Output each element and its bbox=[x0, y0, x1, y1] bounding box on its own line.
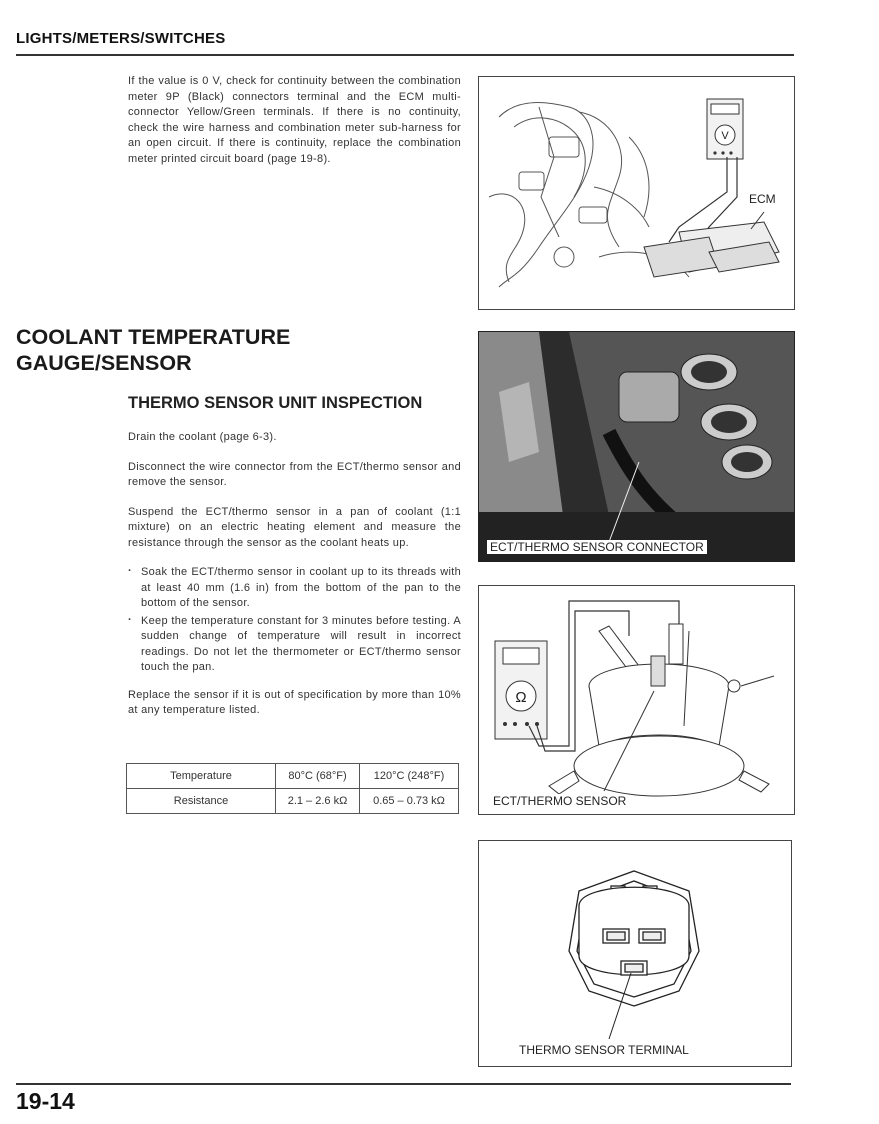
section-title: COOLANT TEMPERATURE GAUGE/SENSOR bbox=[16, 325, 291, 375]
page-header-title: LIGHTS/METERS/SWITCHES bbox=[16, 30, 226, 47]
voltmeter-icon bbox=[707, 99, 743, 159]
spec-table bbox=[126, 763, 459, 814]
table-row bbox=[127, 764, 459, 789]
terminal-figure bbox=[478, 840, 792, 1067]
table-cell: Temperature bbox=[127, 764, 276, 789]
table-row bbox=[127, 789, 459, 814]
header-divider bbox=[16, 54, 794, 56]
ecm-figure bbox=[478, 76, 795, 310]
sensor-test-label: ECT/THERMO SENSOR bbox=[493, 794, 627, 808]
terminal-illustration bbox=[479, 841, 791, 1066]
ecm-illustration bbox=[479, 77, 794, 309]
note-item: · Soak the ECT/thermo sensor in coolant up to its threads with at least 40 mm (1.6 in) from the bottom of the pan to the bottom of the sensor. bbox=[128, 565, 461, 612]
paragraph: Drain the coolant (page 6-3). bbox=[128, 431, 277, 443]
note-item: · Keep the temperature constant for 3 minutes before testing. A sudden change of temperature will result in incorrect readings. Do not let the thermometer or ECT/thermo sensor touch the pan. bbox=[128, 614, 461, 676]
intro-paragraph: If the value is 0 V, check for continuity between the combination meter 9P (Black) connectors terminal and the ECM multi-connector Yellow/Green terminals. If there is no continuity, check the wire harness and combination meter sub-harness for an open circuit. If there is continuity, replace the combination meter printed circuit board (page 19-8). bbox=[128, 75, 461, 165]
table-cell: 80°C (68°F) bbox=[276, 764, 360, 789]
notes-list bbox=[128, 565, 461, 676]
paragraph: Disconnect the wire connector from the ECT/thermo sensor and remove the sensor. bbox=[128, 460, 461, 488]
subsection-title: THERMO SENSOR UNIT INSPECTION bbox=[128, 394, 423, 412]
ecm-label: ECM bbox=[749, 192, 776, 206]
footer-divider bbox=[16, 1083, 791, 1085]
svg-text:Ω: Ω bbox=[515, 689, 527, 706]
page-number: 19-14 bbox=[16, 1088, 75, 1114]
ohmmeter-icon bbox=[495, 641, 547, 739]
paragraph: Suspend the ECT/thermo sensor in a pan of coolant (1:1 mixture) on an electric heating element and measure the resistance through the sensor as the coolant heats up. bbox=[128, 505, 461, 549]
table-cell: Resistance bbox=[127, 789, 276, 814]
connector-label: ECT/THERMO SENSOR CONNECTOR bbox=[487, 540, 707, 554]
connector-photo bbox=[478, 331, 795, 562]
table-cell: 0.65 – 0.73 kΩ bbox=[360, 789, 459, 814]
procedure-text bbox=[128, 430, 461, 719]
paragraph: Replace the sensor if it is out of specification by more than 10% at any temperature listed. bbox=[128, 688, 461, 716]
engine-photo-illustration bbox=[479, 332, 794, 561]
terminal-label: THERMO SENSOR TERMINAL bbox=[519, 1043, 689, 1057]
ecm-unit bbox=[644, 222, 779, 277]
table-cell: 2.1 – 2.6 kΩ bbox=[276, 789, 360, 814]
table-cell: 120°C (248°F) bbox=[360, 764, 459, 789]
sensor-test-illustration bbox=[479, 586, 794, 814]
sensor-test-figure bbox=[478, 585, 795, 815]
svg-text:V: V bbox=[721, 130, 729, 142]
